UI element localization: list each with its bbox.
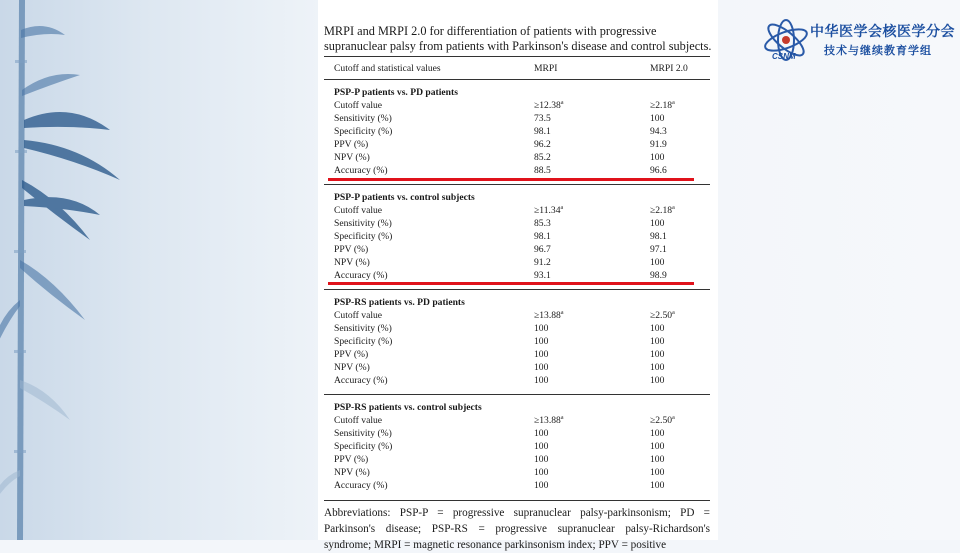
mrpi2-value: 98.9	[650, 270, 667, 281]
row-label: Sensitivity (%)	[334, 218, 392, 229]
mrpi2-value: 100	[650, 362, 665, 373]
section-title	[318, 296, 718, 309]
table-rule	[324, 289, 710, 290]
row-label: Sensitivity (%)	[334, 113, 392, 124]
mrpi-value: 100	[534, 349, 549, 360]
mrpi-value: 100	[534, 336, 549, 347]
footnote-marker: a	[672, 100, 675, 106]
highlight-underline	[328, 282, 694, 285]
mrpi-value: 96.2	[534, 139, 551, 150]
row-label: PPV (%)	[334, 244, 369, 255]
column-header: Cutoff and statistical values	[334, 63, 441, 74]
column-header: MRPI	[534, 63, 558, 74]
table-row	[318, 204, 718, 217]
mrpi2-value: ≥2.50$^a$	[650, 310, 675, 321]
row-label: PPV (%)	[334, 139, 369, 150]
row-label: Accuracy (%)	[334, 375, 388, 386]
mrpi-value: ≥13.88$^a$	[534, 415, 564, 426]
table-header-row	[318, 62, 718, 75]
mrpi-value: 98.1	[534, 231, 551, 242]
table-rule	[324, 56, 710, 57]
table-row	[318, 125, 718, 138]
footnote-marker: a	[560, 310, 564, 316]
mrpi-value: 100	[534, 362, 549, 373]
table-row	[318, 99, 718, 112]
row-label: Specificity (%)	[334, 336, 393, 347]
mrpi-value: 100	[534, 480, 549, 491]
mrpi2-value: 100	[650, 152, 665, 163]
mrpi-value: ≥12.38$^a$	[534, 100, 564, 111]
section-title	[318, 401, 718, 414]
table-row	[318, 164, 718, 177]
mrpi-value: 91.2	[534, 257, 551, 268]
highlight-underline	[328, 178, 694, 181]
table-row	[318, 414, 718, 427]
mrpi2-value: 100	[650, 349, 665, 360]
row-label: Cutoff value	[334, 415, 383, 426]
row-label: Cutoff value	[334, 310, 383, 321]
row-label: PPV (%)	[334, 454, 369, 465]
mrpi2-value: 91.9	[650, 139, 667, 150]
mrpi-value: 100	[534, 428, 549, 439]
mrpi2-value: ≥2.18$^a$	[650, 205, 675, 216]
table-row	[318, 217, 718, 230]
row-label: NPV (%)	[334, 467, 370, 478]
section-title	[318, 86, 718, 99]
mrpi2-value: 100	[650, 375, 665, 386]
logo-society-name: 中华医学会核医学分会	[810, 24, 955, 40]
abbreviations-note: Abbreviations: PSP-P = progressive supranuclear palsy-parkinsonism; PD = Parkinson's disease; PSP-RS = progressive supranuclear palsy-Richardson's syndrome; MRPI = magnetic resonance parkinsonism index; PPV = positive	[324, 507, 710, 551]
table-row	[318, 243, 718, 256]
table-row	[318, 440, 718, 453]
mrpi-value: 100	[534, 467, 549, 478]
mrpi2-value: 100	[650, 257, 665, 268]
table-rule	[324, 79, 710, 80]
table-row	[318, 427, 718, 440]
section-title	[318, 191, 718, 204]
table-row	[318, 112, 718, 125]
footnote-marker: a	[560, 415, 564, 421]
footnote-marker: a	[560, 205, 564, 211]
row-label: Sensitivity (%)	[334, 428, 392, 439]
column-header: MRPI 2.0	[650, 63, 688, 74]
row-label: NPV (%)	[334, 257, 370, 268]
table-rule	[324, 500, 710, 501]
mrpi2-value: 97.1	[650, 244, 667, 255]
table-row	[318, 374, 718, 387]
footnote-marker: a	[672, 415, 675, 421]
row-label: Accuracy (%)	[334, 480, 388, 491]
row-label: Accuracy (%)	[334, 270, 388, 281]
mrpi2-value: 98.1	[650, 231, 667, 242]
mrpi2-value: 100	[650, 467, 665, 478]
mrpi2-value: 100	[650, 454, 665, 465]
mrpi2-value: 100	[650, 480, 665, 491]
table-row	[318, 151, 718, 164]
mrpi2-value: 100	[650, 218, 665, 229]
mrpi-value: 85.3	[534, 218, 551, 229]
table-row	[318, 361, 718, 374]
document-page	[318, 0, 718, 551]
row-label: Sensitivity (%)	[334, 323, 392, 334]
table-row	[318, 335, 718, 348]
table-row	[318, 269, 718, 282]
mrpi-value: 98.1	[534, 126, 551, 137]
mrpi-value: 100	[534, 323, 549, 334]
mrpi2-value: 100	[650, 336, 665, 347]
mrpi2-value: 94.3	[650, 126, 667, 137]
table-row	[318, 309, 718, 322]
row-label: Accuracy (%)	[334, 165, 388, 176]
row-label: Cutoff value	[334, 205, 383, 216]
bamboo-decoration	[0, 0, 130, 540]
table-row	[318, 138, 718, 151]
mrpi2-value: 100	[650, 323, 665, 334]
table-rule	[324, 394, 710, 395]
table-row	[318, 466, 718, 479]
mrpi-value: 73.5	[534, 113, 551, 124]
logo-abbreviation: CSNM	[772, 52, 796, 61]
mrpi2-value: 100	[650, 428, 665, 439]
table-caption: MRPI and MRPI 2.0 for differentiation of patients with progressive supranuclear palsy from patients with Parkinson's disease and control subjects.	[324, 24, 712, 53]
logo-group-name: 技术与继续教育学组	[824, 44, 932, 57]
mrpi2-value: ≥2.50$^a$	[650, 415, 675, 426]
row-label: Specificity (%)	[334, 126, 393, 137]
footnote-marker: a	[672, 205, 675, 211]
section-title-text: PSP-RS patients vs. control subjects	[334, 402, 482, 413]
mrpi-value: ≥11.34$^a$	[534, 205, 564, 216]
row-label: Specificity (%)	[334, 441, 393, 452]
row-label: NPV (%)	[334, 362, 370, 373]
mrpi-value: 85.2	[534, 152, 551, 163]
slide-background-right	[710, 0, 960, 540]
row-label: PPV (%)	[334, 349, 369, 360]
table-row	[318, 322, 718, 335]
section-title-text: PSP-RS patients vs. PD patients	[334, 297, 465, 308]
mrpi-value: 100	[534, 454, 549, 465]
mrpi2-value: 96.6	[650, 165, 667, 176]
mrpi2-value: 100	[650, 441, 665, 452]
mrpi2-value: ≥2.18$^a$	[650, 100, 675, 111]
mrpi2-value: 100	[650, 113, 665, 124]
csnm-logo	[762, 18, 955, 64]
mrpi-value: 100	[534, 441, 549, 452]
table-row	[318, 348, 718, 361]
mrpi-value: 93.1	[534, 270, 551, 281]
mrpi-value: 96.7	[534, 244, 551, 255]
table-row	[318, 230, 718, 243]
mrpi-value: 100	[534, 375, 549, 386]
footnote-marker: a	[672, 310, 675, 316]
section-title-text: PSP-P patients vs. control subjects	[334, 192, 475, 203]
table-row	[318, 479, 718, 492]
table-row	[318, 256, 718, 269]
table-row	[318, 453, 718, 466]
footnote-marker: a	[560, 100, 564, 106]
row-label: NPV (%)	[334, 152, 370, 163]
mrpi-value: ≥13.88$^a$	[534, 310, 564, 321]
row-label: Specificity (%)	[334, 231, 393, 242]
mrpi-value: 88.5	[534, 165, 551, 176]
row-label: Cutoff value	[334, 100, 383, 111]
section-title-text: PSP-P patients vs. PD patients	[334, 87, 458, 98]
table-rule	[324, 184, 710, 185]
